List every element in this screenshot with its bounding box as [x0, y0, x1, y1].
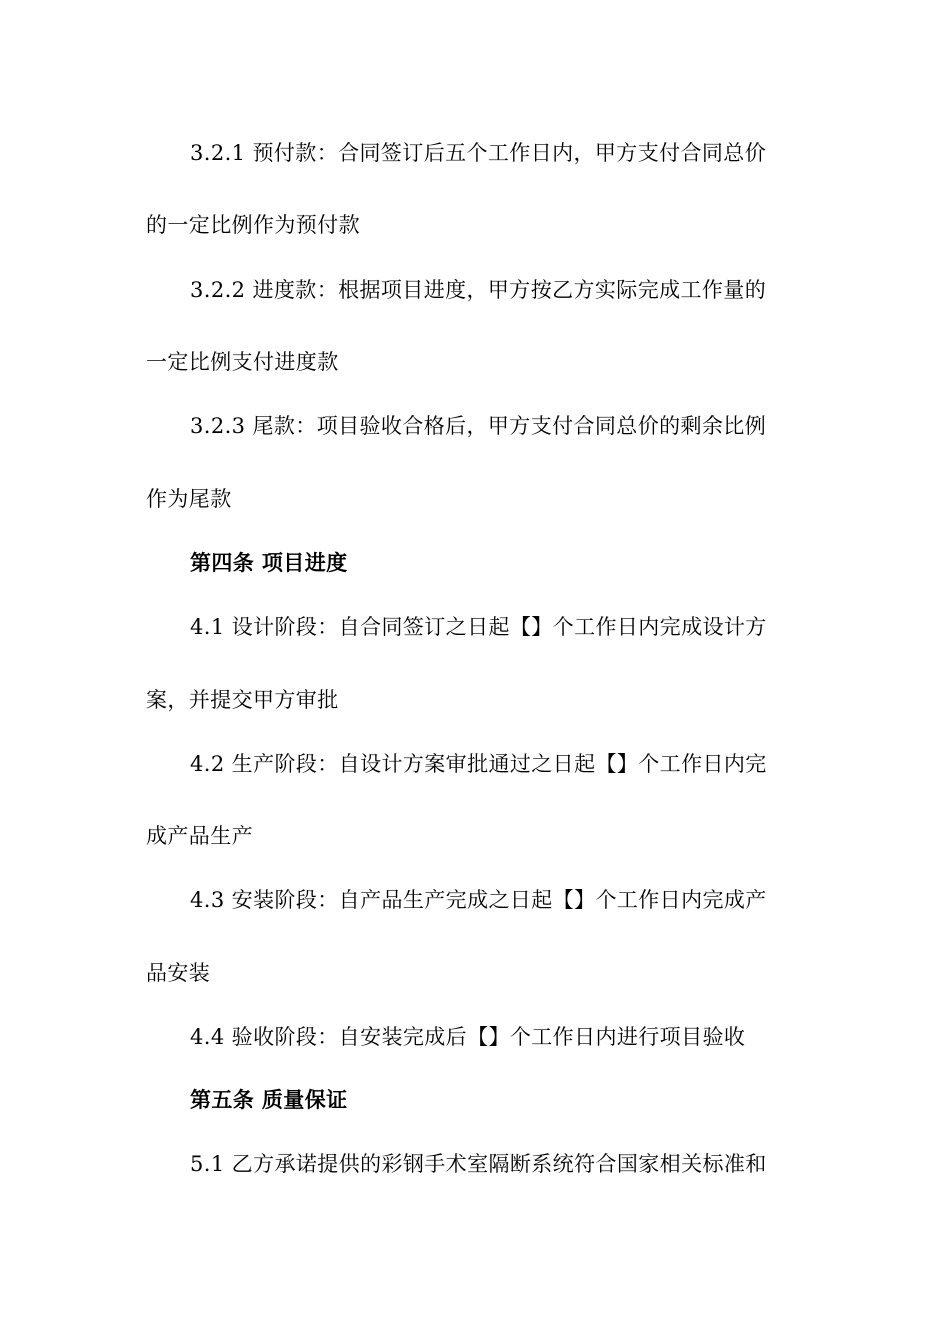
- clause-4-2-line-1: 4.2 生产阶段：自设计方案审批通过之日起【】个工作日内完: [190, 752, 767, 776]
- clause-3-2-2-line-1: 3.2.2 进度款：根据项目进度，甲方按乙方实际完成工作量的: [190, 278, 767, 302]
- clause-4-3-line-2: 品安装: [146, 961, 211, 985]
- clause-5-1-line-1: 5.1 乙方承诺提供的彩钢手术室隔断系统符合国家相关标准和: [190, 1152, 767, 1176]
- clause-4-2-line-2: 成产品生产: [146, 824, 253, 848]
- clause-3-2-3-line-1: 3.2.3 尾款：项目验收合格后，甲方支付合同总价的剩余比例: [190, 414, 767, 438]
- clause-3-2-2-line-2: 一定比例支付进度款: [146, 350, 339, 374]
- article-5-heading: 第五条 质量保证: [190, 1087, 348, 1112]
- clause-3-2-1-line-1: 3.2.1 预付款：合同签订后五个工作日内，甲方支付合同总价: [190, 141, 767, 165]
- clause-4-1-line-2: 案，并提交甲方审批: [146, 688, 339, 712]
- article-4-heading: 第四条 项目进度: [190, 550, 348, 575]
- clause-4-3-line-1: 4.3 安装阶段：自产品生产完成之日起【】个工作日内完成产: [190, 888, 767, 912]
- clause-3-2-3-line-2: 作为尾款: [146, 487, 232, 511]
- clause-3-2-1-line-2: 的一定比例作为预付款: [146, 213, 360, 237]
- clause-4-1-line-1: 4.1 设计阶段：自合同签订之日起【】个工作日内完成设计方: [190, 615, 767, 639]
- clause-4-4-line-1: 4.4 验收阶段：自安装完成后【】个工作日内进行项目验收: [190, 1025, 746, 1049]
